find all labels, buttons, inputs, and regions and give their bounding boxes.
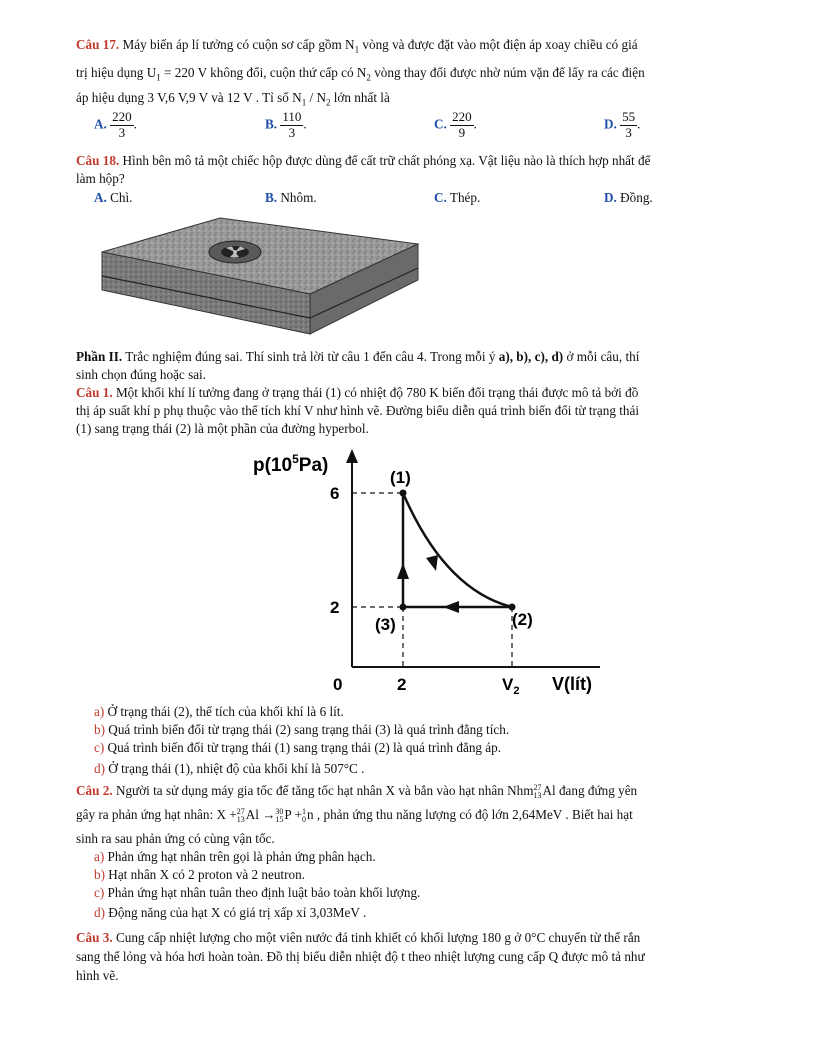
x-axis-label: V(lít) <box>552 674 592 694</box>
c2-label: Câu 2. <box>76 783 113 798</box>
part2-line2: sinh chọn đúng hoặc sai. <box>76 367 207 382</box>
c2-item-c[interactable]: c) Phản ứng hạt nhân tuân theo định luật bảo toàn khối lượng. <box>94 885 421 900</box>
c3-line1: Câu 3. Cung cấp nhiệt lượng cho một viên nước đá tinh khiết có khối lượng 180 g ở 0°C chuyển từ thể rắn <box>76 930 641 945</box>
y-axis-arrow-icon <box>346 449 358 463</box>
part2-line1: Phần II. Trắc nghiệm đúng sai. Thí sinh trả lời từ câu 1 đến câu 4. Trong mỗi ý a), b), c), d) ở mỗi câu, thí <box>76 349 640 364</box>
c1-item-b[interactable]: b) Quá trình biến đổi từ trạng thái (2) sang trạng thái (3) là quá trình đẳng tích. <box>94 722 510 737</box>
radioactive-box-image <box>100 210 420 338</box>
c2-line1: Câu 2. Người ta sử dụng máy gia tốc để tăng tốc hạt nhân X và bắn vào hạt nhân Nhm 27 13 Al đang đứng yên <box>76 782 638 800</box>
fraction: $\frac{220}{9}$ <box>452 109 472 140</box>
c2-line3: sinh ra sau phản ứng có cùng vận tốc. <box>76 831 275 846</box>
c1-item-a[interactable]: a) Ở trạng thái (2), thể tích của khối khí là 6 lít. <box>94 704 344 719</box>
q17-option-a[interactable]: A. $\frac{220}{3}$ . <box>94 109 137 140</box>
tick-vV2: $V_2$ <box>502 675 520 697</box>
c3-line2: sang thể lỏng và hóa hơi hoàn toàn. Đồ thị biểu diễn nhiệt độ t theo nhiệt lượng cung cấp Q được mô tả như <box>76 949 645 964</box>
q17-option-b[interactable]: B. $\frac{110}{3}$ . <box>265 109 307 140</box>
tick-p6: 6 <box>330 484 340 503</box>
part2-title: Phần II. <box>76 349 123 364</box>
c1-line2: thị áp suất khí p phụ thuộc vào thể tích khí V như hình vẽ. Đường biểu diễn quá trình biến đổi từ trạng thái <box>76 403 640 418</box>
pv-graph <box>240 445 620 700</box>
left-arrow-icon <box>443 601 459 613</box>
q17-line1: Câu 17. Máy biến áp lí tưởng có cuộn sơ cấp gồm $N_1$ vòng và được đặt vào một điện áp xoay chiều có giá <box>76 37 638 55</box>
q17-line2: trị hiệu dụng $U_1 = 220$ V không đổi, cuộn thứ cấp có $N_2$ vòng thay đổi được nhờ núm vặn để lấy ra các điện <box>76 65 645 83</box>
process-1-2-hyperbola <box>403 493 512 607</box>
q18-label: Câu 18. <box>76 153 120 168</box>
c2-line2: gây ra phản ứng hạt nhân: X + 27 13 Al → 30 15 P + 1 0 n , phản ứng thu năng lượng có độ lớn 2,64MeV . Biết hai hạt <box>76 806 633 824</box>
nuclide-n: 1 0 <box>301 806 306 824</box>
q17-label: Câu 17. <box>76 37 120 52</box>
nuclide-al: 27 13 <box>533 782 542 800</box>
c1-item-d[interactable]: d) Ở trạng thái (1), nhiệt độ của khối khí là 507°C . <box>94 761 365 776</box>
state-1-label: (1) <box>390 468 411 487</box>
c2-item-b[interactable]: b) Hạt nhân X có 2 proton và 2 neutron. <box>94 867 305 882</box>
fraction: $\frac{220}{3}$ <box>112 109 132 140</box>
state-3-point <box>400 604 407 611</box>
q18-line2: làm hộp? <box>76 171 125 186</box>
state-3-label: (3) <box>375 615 396 634</box>
c3-line3: hình vẽ. <box>76 968 119 983</box>
c2-item-d[interactable]: d) Động năng của hạt X có giá trị xấp xỉ 3,03MeV . <box>94 905 367 920</box>
c1-label: Câu 1. <box>76 385 113 400</box>
q17-option-c[interactable]: C. $\frac{220}{9}$ . <box>434 109 477 140</box>
q18-option-b[interactable]: B. Nhôm. <box>265 190 317 205</box>
c3-label: Câu 3. <box>76 930 113 945</box>
q18-option-c[interactable]: C. Thép. <box>434 190 481 205</box>
nuclide-p: 30 15 <box>275 806 284 824</box>
q17-line3: áp hiệu dụng 3 V,6 V,9 V và 12 V . Tỉ số $N_1 / N_2$ lớn nhất là <box>76 90 390 108</box>
state-1-point <box>400 490 407 497</box>
c1-item-c[interactable]: c) Quá trình biến đổi từ trạng thái (1) sang trạng thái (2) là quá trình đẳng áp. <box>94 740 502 755</box>
fraction: $\frac{55}{3}$ <box>622 109 636 140</box>
c1-line1: Câu 1. Một khối khí lí tưởng đang ở trạng thái (1) có nhiệt độ 780 K biến đổi trạng thái được mô tả bởi đồ <box>76 385 639 400</box>
tick-v2: 2 <box>397 675 407 694</box>
tick-p2: 2 <box>330 598 340 617</box>
state-2-label: (2) <box>512 610 533 629</box>
q18-option-a[interactable]: A. Chì. <box>94 190 133 205</box>
q17-option-d[interactable]: D. $\frac{55}{3}$ . <box>604 109 641 140</box>
nuclide-al-2: 27 13 <box>236 806 245 824</box>
down-arrow-icon <box>426 555 438 571</box>
y-axis-label: $p(10^5Pa)$ <box>253 452 329 476</box>
tick-origin: 0 <box>333 675 343 694</box>
q18-option-d[interactable]: D. Đồng. <box>604 190 653 205</box>
c2-item-a[interactable]: a) Phản ứng hạt nhân trên gọi là phản ứng phân hạch. <box>94 849 376 864</box>
fraction: $\frac{110}{3}$ <box>282 109 302 140</box>
q18-line1: Câu 18. Hình bên mô tả một chiếc hộp được dùng để cất trữ chất phóng xạ. Vật liệu nào là thích hợp nhất để <box>76 153 651 168</box>
c1-line3: (1) sang trạng thái (2) là một phần của đường hyperbol. <box>76 421 369 436</box>
up-arrow-icon <box>397 563 409 579</box>
